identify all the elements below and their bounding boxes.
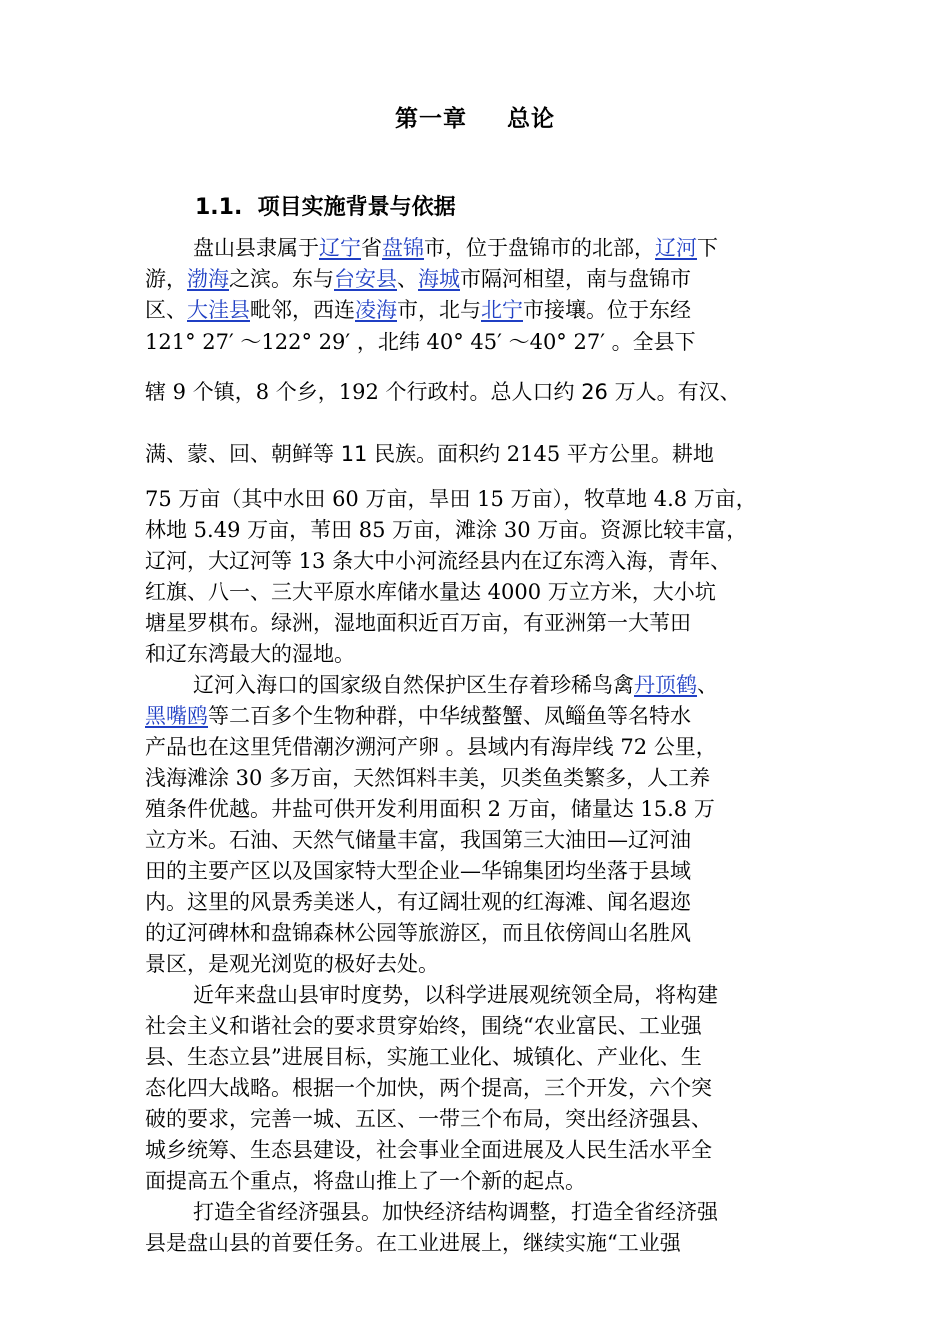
section-heading [195, 190, 456, 221]
paragraph-line: 城乡统筹、生态县建设，社会事业全面进展及人民生活水平全 [145, 1138, 712, 1162]
link-linghai[interactable]: 凌海 [355, 298, 397, 322]
paragraph-line: 121° 27′ ～122° 29′ ，北纬 40° 45′ ～40° 27′ 。全县下 [145, 330, 696, 354]
link-dawa-county[interactable]: 大洼县 [187, 298, 250, 322]
paragraph-line: 和辽东湾最大的湿地。 [145, 642, 355, 666]
paragraph-line: 产品也在这里凭借潮汐溯河产卵 。县域内有海岸线 72 公里， [145, 735, 717, 759]
link-liaoning[interactable]: 辽宁 [319, 236, 361, 260]
chapter-label: 第一章 [395, 106, 467, 132]
paragraph-line: 的辽河碑林和盘锦森林公园等旅游区，而且依傍闾山名胜风 [145, 921, 691, 945]
paragraph-line: 面提高五个重点，将盘山推上了一个新的起点。 [145, 1169, 586, 1193]
paragraph-line: 县是盘山县的首要任务。在工业进展上，继续实施“工业强 [145, 1231, 681, 1255]
paragraph-line: 盘山县隶属于辽宁省盘锦市，位于盘锦市的北部，辽河下 [193, 236, 718, 260]
link-saunders-gull[interactable]: 黑嘴鸥 [145, 704, 208, 728]
chapter-title: 总论 [507, 106, 555, 132]
paragraph-line: 社会主义和谐社会的要求贯穿始终，围绕“农业富民、工业强 [145, 1014, 702, 1038]
paragraph-line: 近年来盘山县审时度势，以科学进展观统领全局，将构建 [193, 983, 718, 1007]
paragraph-line: 游，渤海之滨。东与台安县、海城市隔河相望，南与盘锦市 [145, 267, 691, 291]
paragraph-line: 辽河，大辽河等 13 条大中小河流经县内在辽东湾入海，青年、 [145, 549, 732, 573]
paragraph-line: 立方米。石油、天然气储量丰富，我国第三大油田—辽河油 [145, 828, 691, 852]
chapter-heading [0, 100, 950, 133]
paragraph-line: 田的主要产区以及国家特大型企业—华锦集团均坐落于县域 [145, 859, 691, 883]
paragraph-line: 浅海滩涂 30 多万亩，天然饵料丰美，贝类鱼类繁多，人工养 [145, 766, 711, 790]
paragraph-line: 县、生态立县”进展目标，实施工业化、城镇化、产业化、生 [145, 1045, 702, 1069]
paragraph-line: 辖 9 个镇，8 个乡，192 个行政村。总人口约 26 万人。有汉、 [145, 380, 741, 404]
paragraph-line: 满、蒙、回、朝鲜等 11 民族。面积约 2145 平方公里。耕地 [145, 442, 714, 466]
link-taian-county[interactable]: 台安县 [334, 267, 397, 291]
section-title: 项目实施背景与依据 [257, 195, 456, 220]
link-haicheng[interactable]: 海城 [418, 267, 460, 291]
link-bohai[interactable]: 渤海 [187, 267, 229, 291]
paragraph-line: 林地 5.49 万亩，苇田 85 万亩，滩涂 30 万亩。资源比较丰富， [145, 518, 748, 542]
paragraph-line: 黑嘴鸥等二百多个生物种群，中华绒螯蟹、凤鲻鱼等名特水 [145, 704, 691, 728]
paragraph-line: 殖条件优越。井盐可供开发利用面积 2 万亩，储量达 15.8 万 [145, 797, 715, 821]
paragraph-line: 内。这里的风景秀美迷人，有辽阔壮观的红海滩、闻名遐迩 [145, 890, 691, 914]
link-panjin[interactable]: 盘锦 [382, 236, 424, 260]
paragraph-line: 75 万亩（其中水田 60 万亩，旱田 15 万亩），牧草地 4.8 万亩， [145, 487, 757, 511]
paragraph-line: 辽河入海口的国家级自然保护区生存着珍稀鸟禽丹顶鹤、 [193, 673, 718, 697]
paragraph-line: 红旗、八一、三大平原水库储水量达 4000 万立方米，大小坑 [145, 580, 716, 604]
paragraph-line: 区、大洼县毗邻，西连凌海市，北与北宁市接壤。位于东经 [145, 298, 691, 322]
paragraph-line: 景区，是观光浏览的极好去处。 [145, 952, 439, 976]
paragraph-line: 打造全省经济强县。加快经济结构调整，打造全省经济强 [193, 1200, 718, 1224]
link-red-crowned-crane[interactable]: 丹顶鹤 [634, 673, 697, 697]
paragraph-line: 破的要求，完善一城、五区、一带三个布局，突出经济强县、 [145, 1107, 712, 1131]
link-beining[interactable]: 北宁 [481, 298, 523, 322]
paragraph-line: 塘星罗棋布。绿洲，湿地面积近百万亩，有亚洲第一大苇田 [145, 611, 691, 635]
link-liaohe[interactable]: 辽河 [655, 236, 697, 260]
paragraph-line: 态化四大战略。根据一个加快，两个提高，三个开发，六个突 [145, 1076, 712, 1100]
section-number: 1.1. [195, 195, 243, 220]
